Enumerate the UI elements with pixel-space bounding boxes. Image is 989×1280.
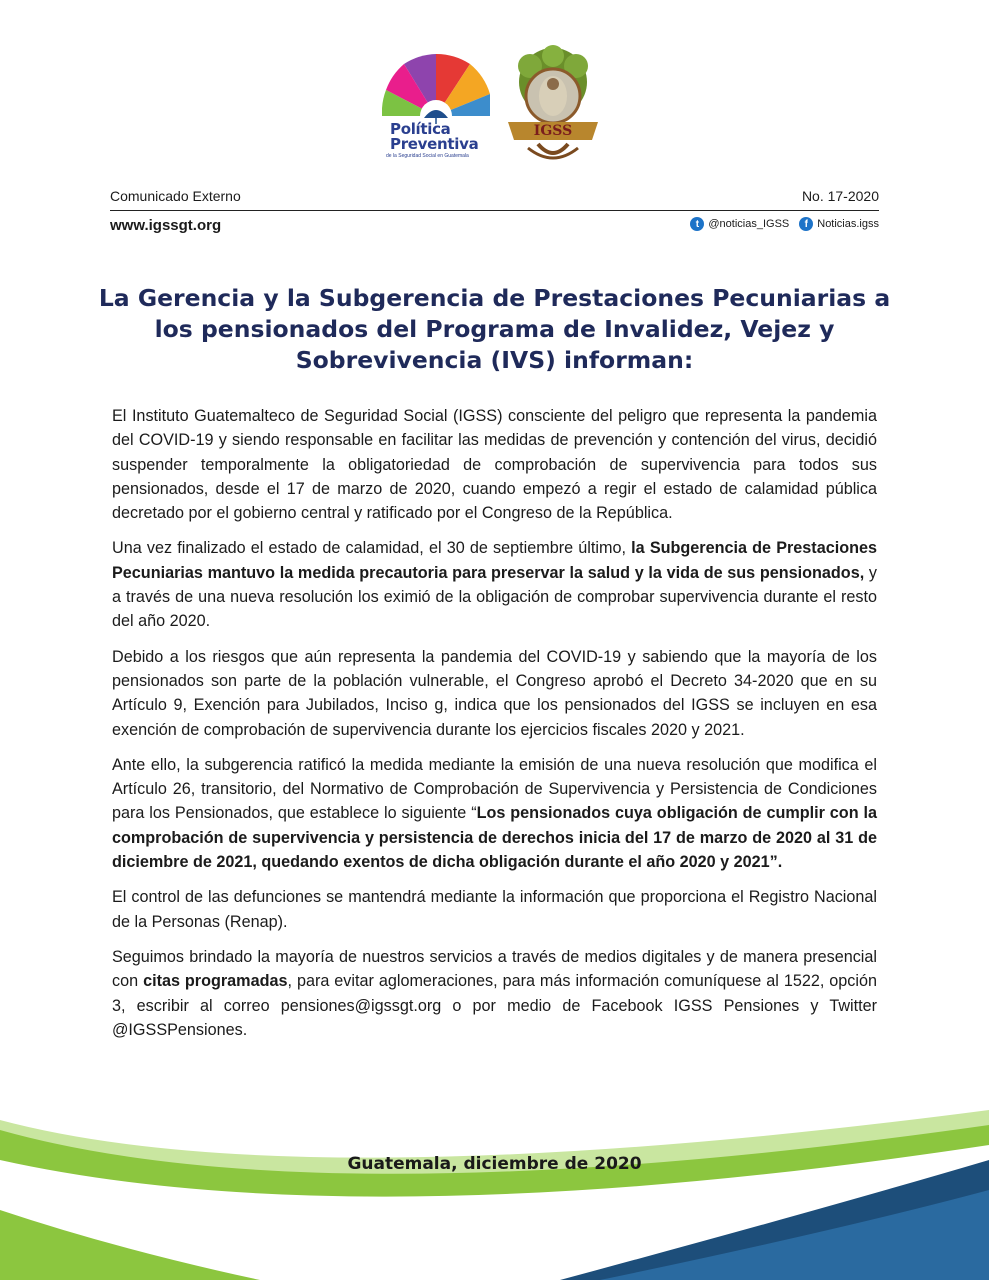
twitter-handle[interactable]: @noticias_IGSS <box>708 218 790 230</box>
paragraph-2-intro: Una vez finalizado el estado de calamidad, el 30 de septiembre último, <box>112 539 632 558</box>
logo-area <box>0 40 989 170</box>
paragraph-1: El Instituto Guatemalteco de Seguridad Social (IGSS) consciente del peligro que representa la pandemia del COVID-19 y siendo responsable en facilitar las medidas de prevención y contención del virus, decidió suspender temporalmente la obligatoriedad de comprobación de supervivencia para todos sus pensionados, desde el 17 de marzo de 2020, cuando empezó a regir el estado de calamidad pública decretado por el gobierno central y ratificado por el Congreso de la República. <box>112 407 877 523</box>
paragraph-2-bold: la Subgerencia de Prestaciones Pecuniarias mantuvo la medida precautoria para preservar la salud y la vida de sus pensionados, <box>112 539 877 582</box>
paragraph-6-rest: , para evitar aglomeraciones, para más información comuníquese al 1522, opción 3, escribir al correo pensiones@igssgt.org o por medio de Facebook IGSS Pensiones y Twitter @IGSSPensiones. <box>112 972 877 1039</box>
page-title: La Gerencia y la Subgerencia de Prestaciones Pecuniarias a los pensionados del Programa de Invalidez, Vejez y Sobrevivencia (IVS) informan: <box>98 284 891 374</box>
paragraph-2-rest: y a través de una nueva resolución los eximió de la obligación de comprobar supervivencia durante el resto del año 2020. <box>112 563 877 631</box>
paragraph-2 <box>112 536 877 633</box>
header-divider <box>110 210 879 211</box>
facebook-icon[interactable]: f <box>799 217 813 231</box>
igss-tree-emblem-icon <box>498 44 608 168</box>
paragraph-5: El control de las defunciones se mantendrá mediante la información que proporciona el Registro Nacional de la Personas (Renap). <box>112 888 877 931</box>
igss-logo <box>498 44 608 168</box>
politica-preventiva-logo <box>382 54 490 166</box>
social-links <box>690 217 879 231</box>
communique-body <box>112 404 877 1053</box>
paragraph-6-bold: citas programadas <box>143 972 288 991</box>
paragraph-4-intro: Ante ello, la subgerencia ratificó la medida mediante la emisión de una nueva resolución que modifica el Artículo 26, transitorio, del Normativo de Comprobación de Supervivencia y Persistencia de Condiciones para los Pensionados, que establece lo siguiente “ <box>112 755 877 823</box>
paragraph-4-bold: Los pensionados cuya obligación de cumplir con la comprobación de supervivencia y persistencia de derechos inicia del 17 de marzo de 2020 al 31 de diciembre de 2021, quedando exentos de dicha obligación durante el año 2020 y 2021”. <box>112 804 877 872</box>
twitter-icon[interactable]: t <box>690 217 704 231</box>
comunicado-number: No. 17-2020 <box>801 188 879 204</box>
comunicado-label: Comunicado Externo <box>110 188 241 204</box>
umbrella-wheel-icon <box>382 54 490 124</box>
igss-banner-text: IGSS <box>533 123 573 139</box>
website-link[interactable]: www.igssgt.org <box>110 217 222 234</box>
paragraph-4 <box>112 753 877 874</box>
paragraph-6-intro: Seguimos brindado la mayoría de nuestros servicios a través de medios digitales y de manera presencial con <box>112 947 877 991</box>
politica-subtitle: de la Seguridad Social en Guatemala <box>386 153 469 159</box>
paragraph-3: Debido a los riesgos que aún representa la pandemia del COVID-19 y sabiendo que la mayoría de los pensionados son parte de la población vulnerable, el Congreso aprobó el Decreto 34-2020 que en su Artículo 9, Exención para Jubilados, Inciso g, indica que los pensionados del IGSS se incluyen en esa exención de comprobación de supervivencia durante los ejercicios fiscales 2020 y 2021. <box>112 647 877 739</box>
politica-text: Política <box>390 120 451 138</box>
place-date: Guatemala, diciembre de 2020 <box>347 1154 642 1174</box>
paragraph-6 <box>112 945 877 1042</box>
footer-wave <box>0 1090 989 1280</box>
preventiva-text: Preventiva <box>390 135 479 153</box>
facebook-handle[interactable]: Noticias.igss <box>817 218 879 230</box>
